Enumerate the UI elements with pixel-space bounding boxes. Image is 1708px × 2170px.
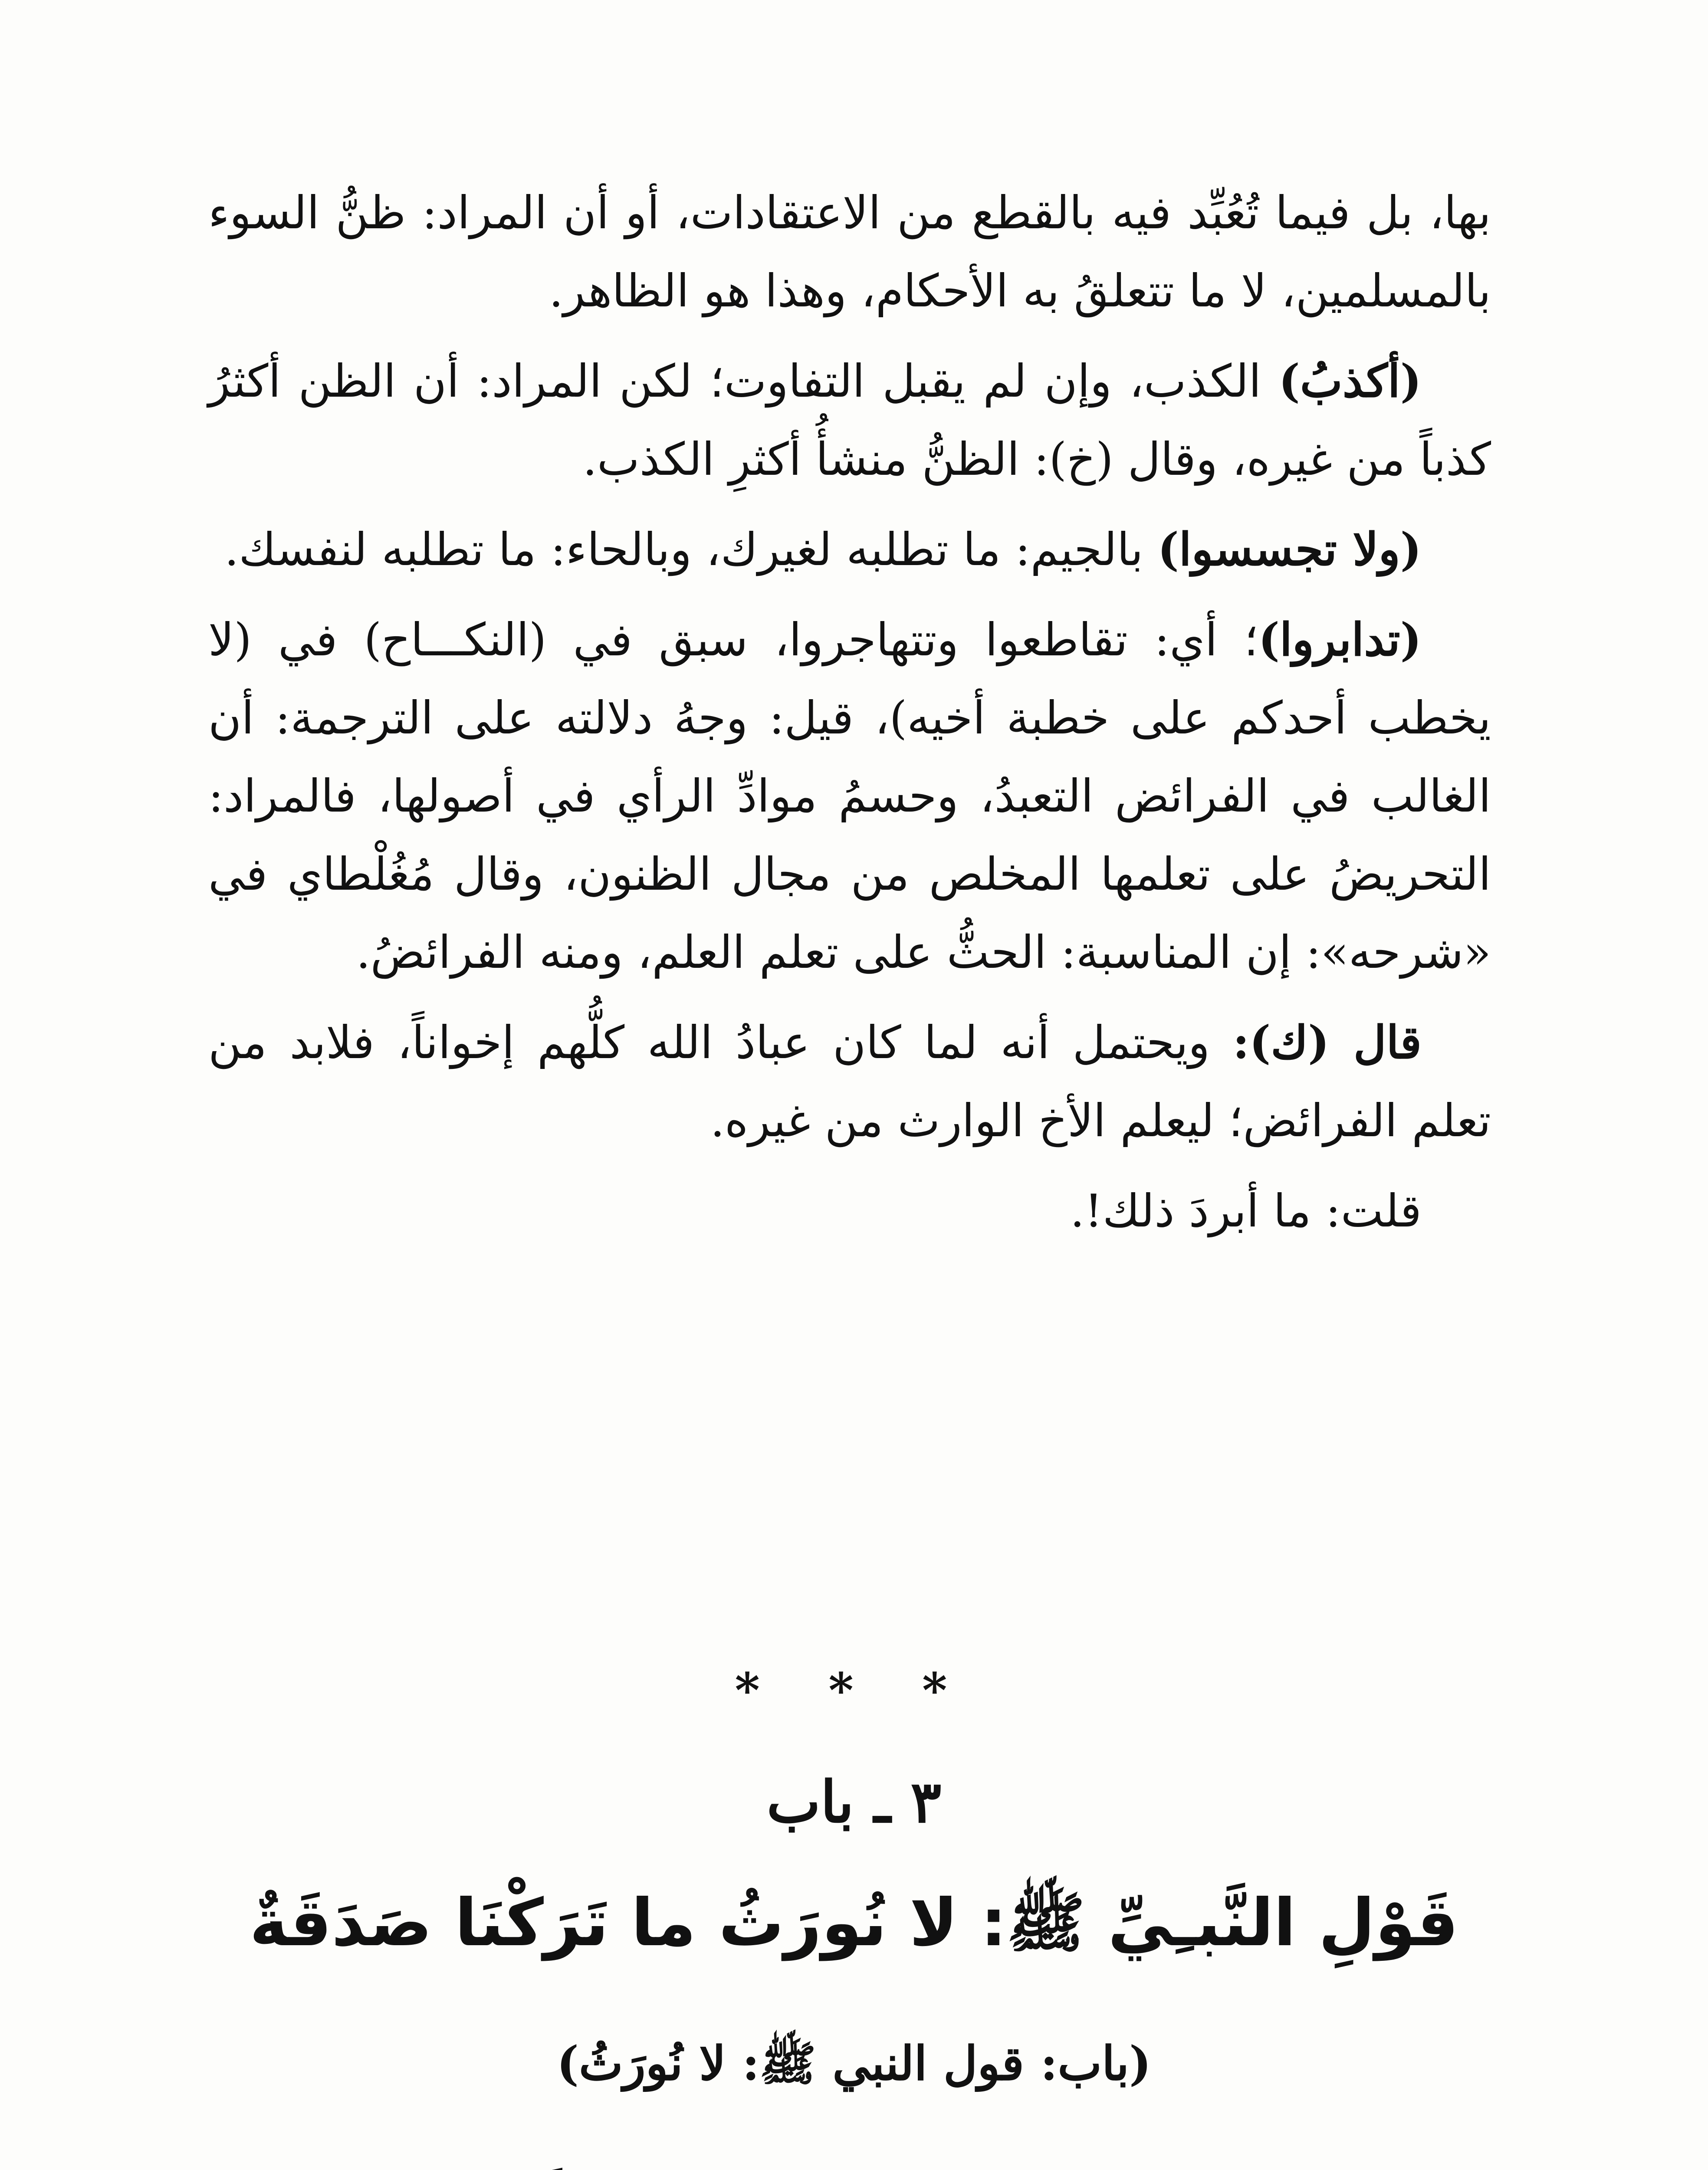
- paragraph-3-text: بالجيم: ما تطلبه لغيرك، وبالحاء: ما تطلبه لنفسك.: [224, 523, 1158, 576]
- chapter-number: ٣ ـ باب: [766, 1769, 942, 1836]
- paragraph-2-text: الكذب، وإن لم يقبل التفاوت؛ لكن المراد: أن الظن أكثرُ كذباً من غيره، وقال (خ): الظنُّ منشأُ أكثرِ الكذب.: [208, 355, 1491, 486]
- commentary-text: [208, 174, 1491, 1262]
- paragraph-4-lemma: (تدابروا): [1258, 613, 1422, 666]
- paragraph-3-lemma: (ولا تجسسوا): [1157, 523, 1422, 576]
- paragraph-5-text: ويحتمل أنه لما كان عبادُ الله كلُّهم إخواناً، فلابد من تعلم الفرائض؛ ليعلم الأخ الوارث من غيره.: [208, 1016, 1491, 1147]
- paragraph-6-text: قلت: ما أبردَ ذلك!.: [1070, 1184, 1422, 1237]
- paragraph-2: [208, 342, 1491, 498]
- section-separator: * * *: [735, 1662, 973, 1718]
- paragraph-6: [208, 1172, 1491, 1250]
- chapter-title: قَوْلِ النَّبـِيِّ ﷺ: لا نُورَثُ ما تَرَكْنَا صَدَقَةٌ: [250, 1885, 1458, 1961]
- paragraph-5: [208, 1003, 1491, 1160]
- paragraph-1-text: بها، بل فيما تُعُبِّد فيه بالقطع من الاعتقادات، أو أن المراد: ظنُّ السوء بالمسلمين، لا ما تتعلقُ به الأحكام، وهذا هو الظاهر.: [208, 186, 1491, 317]
- paragraph-2-lemma: (أكذبُ): [1278, 354, 1422, 408]
- paragraph-1: [208, 174, 1491, 330]
- paragraph-4: [208, 601, 1491, 991]
- chapter-subtitle: (باب: قول النبي ﷺ: لا نُورَثُ): [556, 2036, 1152, 2091]
- paragraph-3: [208, 510, 1491, 589]
- paragraph-4-text: ؛ أي: تقاطعوا وتتهاجروا، سبق في (النكـــاح) في (لا يخطب أحدكم على خطبة أخيه)، قيل: وجهُ دلالته على الترجمة: أن الغالب في الفرائض التعبدُ، وحسمُ موادِّ الرأي في أصولها، فالمراد: التحريضُ على تعلمها المخلص من مجال الظنون، وقال مُغُلْطاي في «شرحه»: إن المناسبة: الحثُّ على تعلم العلم، ومنه الفرائضُ.: [208, 613, 1491, 979]
- paragraph-5-lemma: قال (ك):: [1232, 1016, 1422, 1069]
